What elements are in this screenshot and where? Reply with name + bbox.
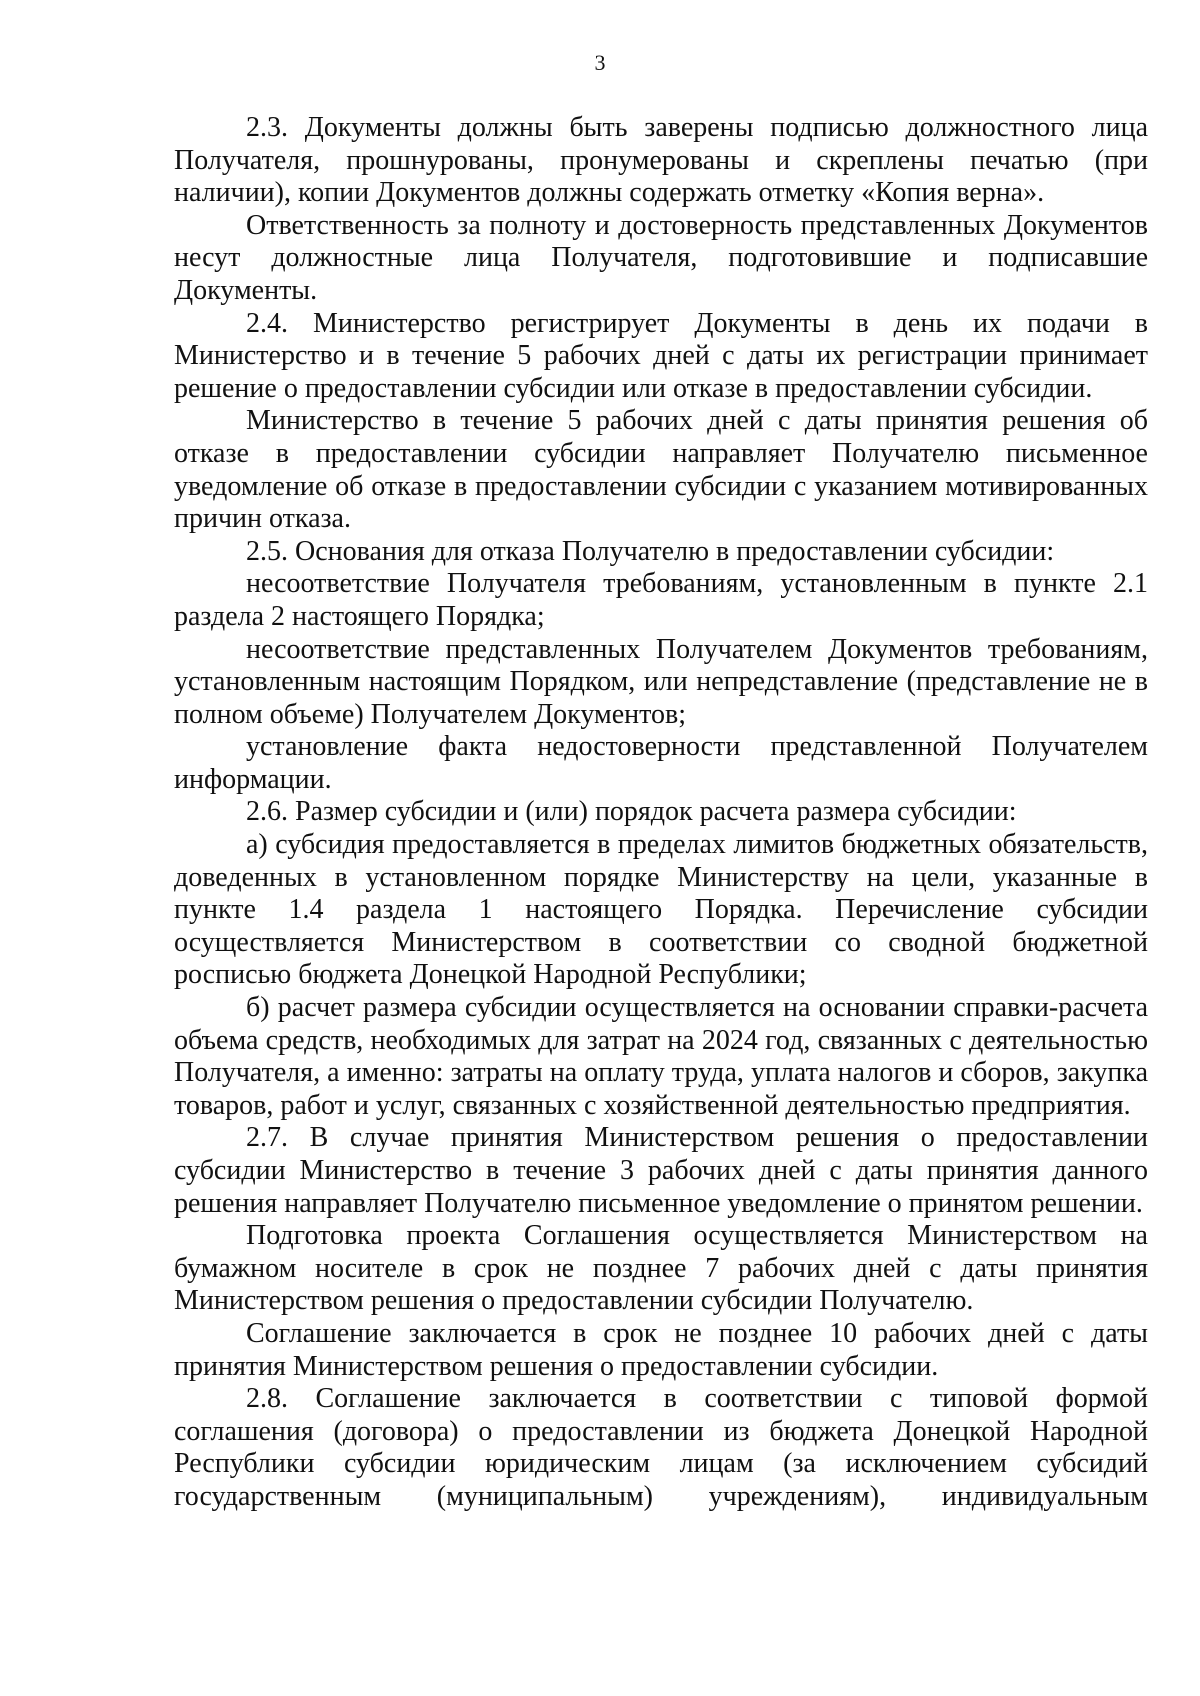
paragraph-2-3: 2.3. Документы должны быть заверены подписью должностного лица Получателя, прошнурованы, пронумерованы и скреплены печатью (при наличии), копии Документов должны содержать отметку «Копия верна». bbox=[174, 112, 1148, 209]
paragraph-2-8: 2.8. Соглашение заключается в соответствии с типовой формой соглашения (договора) о предоставлении из бюджета Донецкой Народной Республики субсидии юридическим лицам (за исключением субсидий государственным (муниципальным) учреждениям), индивидуальным bbox=[174, 1383, 1148, 1512]
paragraph-2-6-a: а) субсидия предоставляется в пределах лимитов бюджетных обязательств, доведенных в установленном порядке Министерству на цели, указанные в пункте 1.4 раздела 1 настоящего Порядка. Перечисление субсидии осуществляется Министерством в соответствии со сводной бюджетной росписью бюджета Донецкой Народной Республики; bbox=[174, 829, 1148, 991]
paragraph-2-7: 2.7. В случае принятия Министерством решения о предоставлении субсидии Министерство в течение 3 рабочих дней с даты принятия данного решения направляет Получателю письменное уведомление о принятом решении. bbox=[174, 1122, 1148, 1219]
paragraph-2-5: 2.5. Основания для отказа Получателю в предоставлении субсидии: bbox=[246, 535, 1055, 567]
paragraph-refusal-notice: Министерство в течение 5 рабочих дней с даты принятия решения об отказе в предоставлении субсидии направляет Получателю письменное уведомление об отказе в предоставлении субсидии с указанием мотивированных причин отказа. bbox=[174, 405, 1148, 535]
document-body bbox=[174, 112, 1148, 1514]
paragraph-agreement-deadline: Соглашение заключается в срок не позднее 10 рабочих дней с даты принятия Министерством решения о предоставлении субсидии. bbox=[174, 1317, 1148, 1382]
paragraph-agreement-preparation: Подготовка проекта Соглашения осуществляется Министерством на бумажном носителе в срок не позднее 7 рабочих дней с даты принятия Министерством решения о предоставлении субсидии Получателю. bbox=[174, 1220, 1148, 1317]
paragraph-2-6-b: б) расчет размера субсидии осуществляется на основании справки-расчета объема средств, необходимых для затрат на 2024 год, связанных с деятельностью Получателя, а именно: затраты на оплату труда, уплата налогов и сборов, закупка товаров, работ и услуг, связанных с хозяйственной деятельностью предприятия. bbox=[174, 992, 1148, 1121]
paragraph-2-4: 2.4. Министерство регистрирует Документы в день их подачи в Министерство и в течение 5 рабочих дней с даты их регистрации принимает решение о предоставлении субсидии или отказе в предоставлении субсидии. bbox=[174, 307, 1148, 404]
paragraph-ground-false-info: установление факта недостоверности представленной Получателем информации. bbox=[174, 731, 1148, 795]
paragraph-2-6: 2.6. Размер субсидии и (или) порядок расчета размера субсидии: bbox=[246, 796, 1017, 828]
paragraph-responsibility: Ответственность за полноту и достоверность представленных Документов несут должностные лица Получателя, подготовившие и подписавшие Документы. bbox=[174, 209, 1148, 306]
paragraph-ground-documents: несоответствие представленных Получателем Документов требованиям, установленным настоящим Порядком, или непредставление (представление не в полном объеме) Получателем Документов; bbox=[174, 633, 1148, 730]
paragraph-ground-requirements: несоответствие Получателя требованиям, установленным в пункте 2.1 раздела 2 настоящего Порядка; bbox=[174, 568, 1148, 632]
page-number: 3 bbox=[594, 50, 606, 75]
